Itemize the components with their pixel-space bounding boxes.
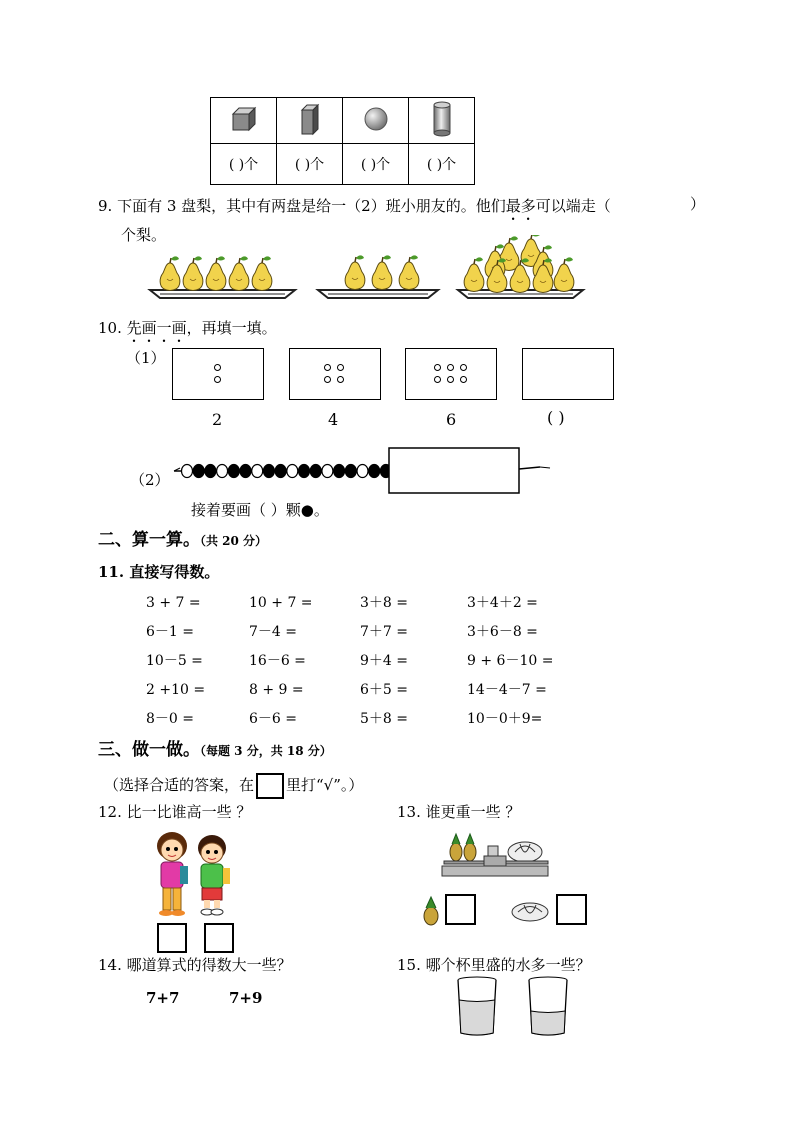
- q10-title-rest: ，再填一填。: [186, 319, 277, 337]
- cuboid-count-cell[interactable]: ( )个: [277, 144, 343, 185]
- dot-box-3: [405, 348, 497, 400]
- sphere-cell: [343, 98, 409, 144]
- plate-1: [150, 256, 295, 298]
- calc-item[interactable]: 10－5 =: [146, 653, 203, 669]
- pineapple-pair-icon: [450, 834, 476, 861]
- q9-emphasis: 最多: [505, 197, 536, 215]
- dot: [337, 364, 344, 371]
- cube-count-cell[interactable]: ( )个: [211, 144, 277, 185]
- calc-item[interactable]: 3＋8 =: [360, 595, 408, 611]
- dot-box-1: [172, 348, 264, 400]
- black-bead: [205, 465, 216, 478]
- dot: [324, 376, 331, 383]
- dot-box-4-label[interactable]: ( ): [547, 408, 565, 427]
- dot-box-1-label: 2: [212, 410, 223, 429]
- q9-bracket-close: ）: [690, 195, 706, 213]
- q10-emphasis: 先画一画: [126, 319, 187, 337]
- calc-item[interactable]: 14－4－7 =: [467, 682, 547, 698]
- calc-item[interactable]: 3＋4＋2 =: [467, 595, 538, 611]
- calc-item[interactable]: 7＋7 =: [360, 624, 408, 640]
- black-bead: [263, 465, 274, 478]
- dot-box-3-label: 6: [446, 410, 457, 429]
- calc-item[interactable]: 3 + 7 =: [146, 595, 201, 611]
- cube-cell: [211, 98, 277, 144]
- dot: [447, 364, 454, 371]
- cup-left: [458, 977, 496, 1035]
- calc-item[interactable]: 3＋6－8 =: [467, 624, 538, 640]
- calc-item[interactable]: 16－6 =: [249, 653, 306, 669]
- black-bead: [299, 465, 310, 478]
- q10-part2-text: 接着要画（ ）颗●。: [191, 501, 329, 519]
- instruction-text-a: （选择合适的答案，在: [104, 776, 255, 794]
- dot: [460, 364, 467, 371]
- cylinder-count-cell[interactable]: ( )个: [409, 144, 475, 185]
- bead-answer-box[interactable]: [389, 448, 519, 493]
- sphere-count-cell[interactable]: ( )个: [343, 144, 409, 185]
- q9-text-a: 9. 下面有 3 盘梨，其中有两盘是给一（2）班小朋友的。他们: [98, 197, 506, 215]
- section-3-instruction: [104, 773, 363, 799]
- white-bead: [287, 465, 298, 478]
- calc-item[interactable]: 6＋5 =: [360, 682, 408, 698]
- black-bead: [275, 465, 286, 478]
- q10-number: 10.: [98, 319, 122, 337]
- section-2-title: 二、算一算。: [98, 530, 200, 550]
- bead-string: [170, 445, 560, 500]
- white-bead: [322, 465, 333, 478]
- section-2-points: （共 20 分）: [200, 534, 268, 548]
- cylinder-cell: [409, 98, 475, 144]
- dot: [434, 364, 441, 371]
- section-3-title: 三、做一做。: [98, 740, 200, 760]
- q14-expression-2: 7+9: [229, 989, 263, 1007]
- q9-text-line2: 个梨。: [121, 226, 167, 244]
- q9-text-b: 可以端走（: [535, 197, 611, 215]
- q13-title: 13. 谁更重一些 ？: [397, 803, 521, 821]
- white-bead: [252, 465, 263, 478]
- section-2-heading: [98, 532, 267, 549]
- cup-right: [529, 977, 567, 1035]
- q9-text: [98, 197, 611, 224]
- cuboid-icon: [297, 102, 323, 136]
- q10-title: [98, 319, 277, 346]
- calc-item[interactable]: 8－0 =: [146, 711, 194, 727]
- boy-answer-box[interactable]: [204, 923, 234, 953]
- calc-item[interactable]: 9 + 6－10 =: [467, 653, 554, 669]
- black-bead: [310, 465, 321, 478]
- cuboid-cell: [277, 98, 343, 144]
- answer-box-sample-icon: [256, 773, 284, 799]
- section-3-heading: [98, 742, 332, 759]
- calc-item[interactable]: 10－0＋9=: [467, 711, 543, 727]
- calc-item[interactable]: 8 + 9 =: [249, 682, 304, 698]
- q11-title: 11. 直接写得数。: [98, 563, 220, 581]
- calc-item[interactable]: 5＋8 =: [360, 711, 408, 727]
- plate-3: [458, 235, 583, 298]
- black-bead: [334, 465, 345, 478]
- dot-box-2: [289, 348, 381, 400]
- pumpkin-icon-small: [510, 899, 550, 923]
- white-bead: [182, 465, 193, 478]
- dot: [434, 376, 441, 383]
- black-bead: [369, 465, 380, 478]
- girl-answer-box[interactable]: [157, 923, 187, 953]
- black-bead: [193, 465, 204, 478]
- sphere-icon: [361, 104, 391, 134]
- two-cups-illustration: [455, 975, 575, 1039]
- calc-item[interactable]: 7－4 =: [249, 624, 297, 640]
- dot: [460, 376, 467, 383]
- dot-box-4-blank[interactable]: [522, 348, 614, 400]
- q10-part2-label: （2）: [130, 471, 170, 489]
- instruction-text-b: 里打“√”。）: [286, 776, 364, 794]
- dot: [214, 376, 221, 383]
- plate-2: [318, 255, 438, 298]
- black-bead: [345, 465, 356, 478]
- white-bead: [357, 465, 368, 478]
- dot: [214, 364, 221, 371]
- calc-item[interactable]: 2 +10 =: [146, 682, 206, 698]
- q15-title: 15. 哪个杯里盛的水多一些？: [397, 956, 591, 974]
- shape-count-table: [210, 97, 475, 185]
- two-children-illustration: [150, 828, 240, 923]
- dot: [447, 376, 454, 383]
- calc-item[interactable]: 10 + 7 =: [249, 595, 313, 611]
- pineapple-answer-box[interactable]: [445, 894, 476, 925]
- pear-plates-illustration: [140, 235, 720, 305]
- q10-part1-label: （1）: [126, 349, 166, 367]
- calc-item[interactable]: 9＋4 =: [360, 653, 408, 669]
- q14-title: 14. 哪道算式的得数大一些？: [98, 956, 292, 974]
- q14-expression-1: 7+7: [146, 989, 180, 1007]
- cube-icon: [229, 105, 259, 133]
- dot: [324, 364, 331, 371]
- q12-title: 12. 比一比谁高一些 ？: [98, 803, 252, 821]
- pineapple-icon: [420, 895, 442, 927]
- white-bead: [217, 465, 228, 478]
- dot-box-2-label: 4: [328, 410, 339, 429]
- black-bead: [240, 465, 251, 478]
- section-3-points: （每题 3 分，共 18 分）: [200, 744, 332, 758]
- weight-icon: [488, 846, 498, 856]
- dot: [337, 376, 344, 383]
- black-bead: [228, 465, 239, 478]
- balance-scale-illustration: [440, 830, 550, 885]
- calc-item[interactable]: 6－1 =: [146, 624, 194, 640]
- pumpkin-answer-box[interactable]: [556, 894, 587, 925]
- cylinder-icon: [429, 100, 455, 138]
- calc-item[interactable]: 6－6 =: [249, 711, 297, 727]
